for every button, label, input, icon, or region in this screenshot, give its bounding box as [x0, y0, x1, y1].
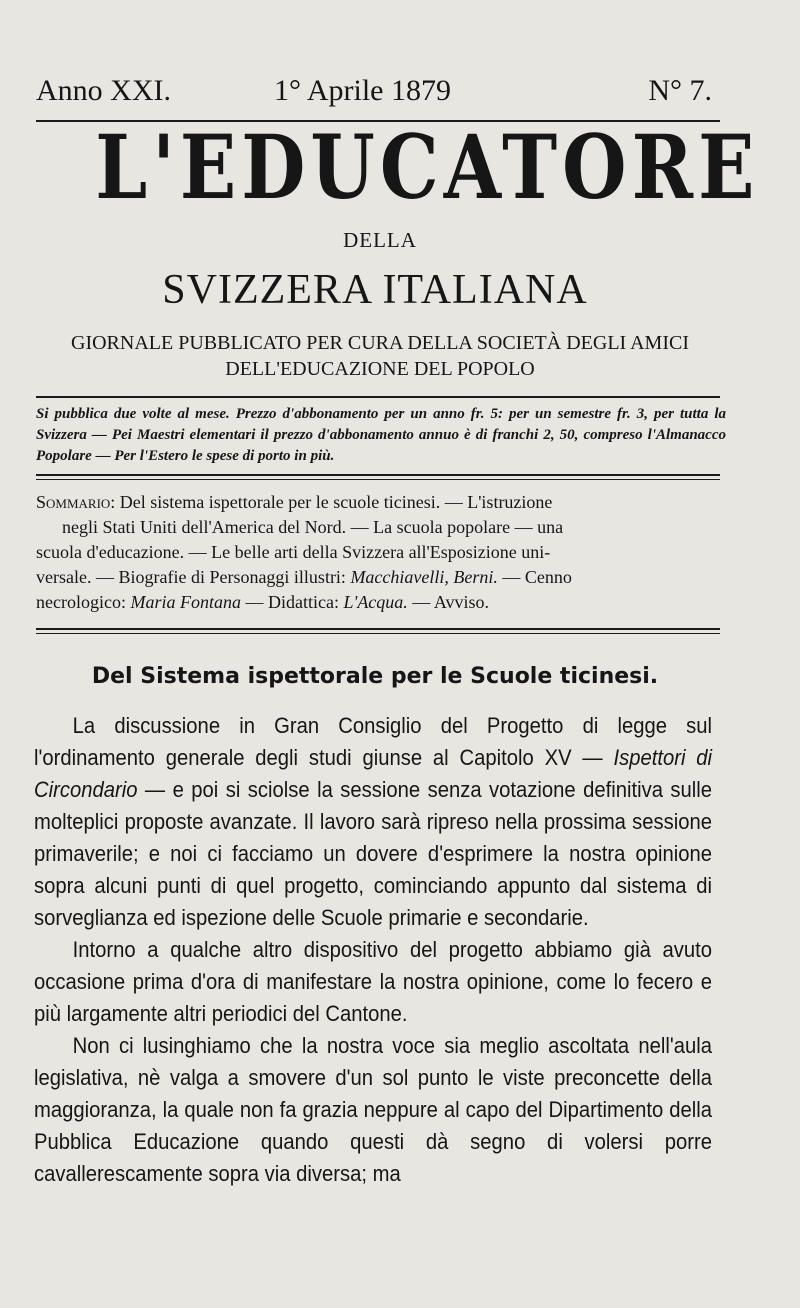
sommario-text: — Didattica:	[245, 592, 339, 612]
sommario-text	[36, 565, 726, 590]
subtitle-line-1: GIORNALE PUBBLICATO PER CURA DELLA SOCIETÀ DEGLI AMICI	[71, 332, 689, 354]
article-paragraph: Non ci lusinghiamo che la nostra voce sia meglio ascoltata nell'aula legislativa, nè valga a smovere d'un sol punto le viste preconcette della maggioranza, la quale non fa grazia neppure al capo del Dipartimento della Pubblica Educazione quando questi dà segno di volersi porre cavallerescamente sopra via diversa; ma	[34, 1033, 713, 1186]
sommario-label: Sommario:	[36, 492, 116, 512]
sommario-text: scuola d'educazione. — Le belle arti della Svizzera all'Esposizione uni-	[36, 542, 551, 562]
sommario-text: — Cenno	[502, 567, 572, 587]
issue-year: Anno XXI.	[36, 74, 171, 107]
sommario-text: Macchiavelli, Berni.	[350, 567, 498, 587]
divider	[36, 396, 720, 398]
divider	[36, 474, 720, 476]
table-of-contents	[36, 490, 726, 615]
sommario-text	[36, 590, 726, 615]
title-della: DELLA	[343, 228, 417, 252]
sommario-text: negli Stati Uniti dell'America del Nord. — La scuola popolare — una	[62, 517, 564, 537]
sommario-text: necrologico:	[36, 592, 126, 612]
article-title: Del Sistema ispettorale per le Scuole ticinesi.	[91, 664, 659, 689]
sommario-text: Del sistema ispettorale per le scuole ticinesi. — L'istruzione	[119, 492, 553, 512]
sommario-text: Maria Fontana	[130, 592, 241, 612]
sommario-text: versale. — Biografie di Personaggi illustri:	[36, 567, 346, 587]
article-paragraph: Intorno a qualche altro dispositivo del progetto abbiamo già avuto occasione prima d'ora di manifestare la nostra opinione, come lo fecero e più largamente altri periodici del Cantone.	[34, 937, 713, 1026]
sommario-text: L'Acqua.	[343, 592, 408, 612]
divider	[36, 628, 720, 630]
issue-number: N° 7.	[648, 74, 712, 107]
article-paragraph	[34, 710, 712, 934]
subtitle-line-2: DELL'EDUCAZIONE DEL POPOLO	[225, 358, 535, 380]
article-body	[34, 710, 712, 1190]
article-text: La discussione in Gran Consiglio del Progetto di legge sul l'ordinamento generale degli studi giunse al Capitolo XV —	[34, 713, 713, 770]
article-text: — e poi si sciolse la sessione senza votazione definitiva sulle molteplici proposte avanzate. Il lavoro sarà ripreso nella prossima sessione primaverile; e noi ci facciamo un dovere d'esprimere la nostra opinione sopra alcuni punti di quel progetto, cominciando appunto dal sistema di sorveglianza ed ispezione delle Scuole primarie e secondarie.	[34, 777, 713, 930]
sommario-text: — Avviso.	[412, 592, 489, 612]
title-svizzera-italiana: SVIZZERA ITALIANA	[162, 267, 588, 313]
issue-date: 1° Aprile 1879	[274, 74, 451, 107]
issue-info-line	[36, 74, 712, 112]
divider	[36, 479, 720, 480]
divider	[36, 633, 720, 634]
newspaper-title: L'EDUCATORE	[95, 115, 760, 219]
subscription-info: Si pubblica due volte al mese. Prezzo d'abbonamento per un anno fr. 5: per un semestre fr. 3, per tutta la Svizzera — Pei Maestri elementari il prezzo d'abbonamento annuo è di franchi 2, 50, compreso l'Almanacco Popolare — Per l'Estero le spese di porto in più.	[36, 406, 726, 464]
article-text: Ispettori di Circondario	[34, 745, 713, 802]
